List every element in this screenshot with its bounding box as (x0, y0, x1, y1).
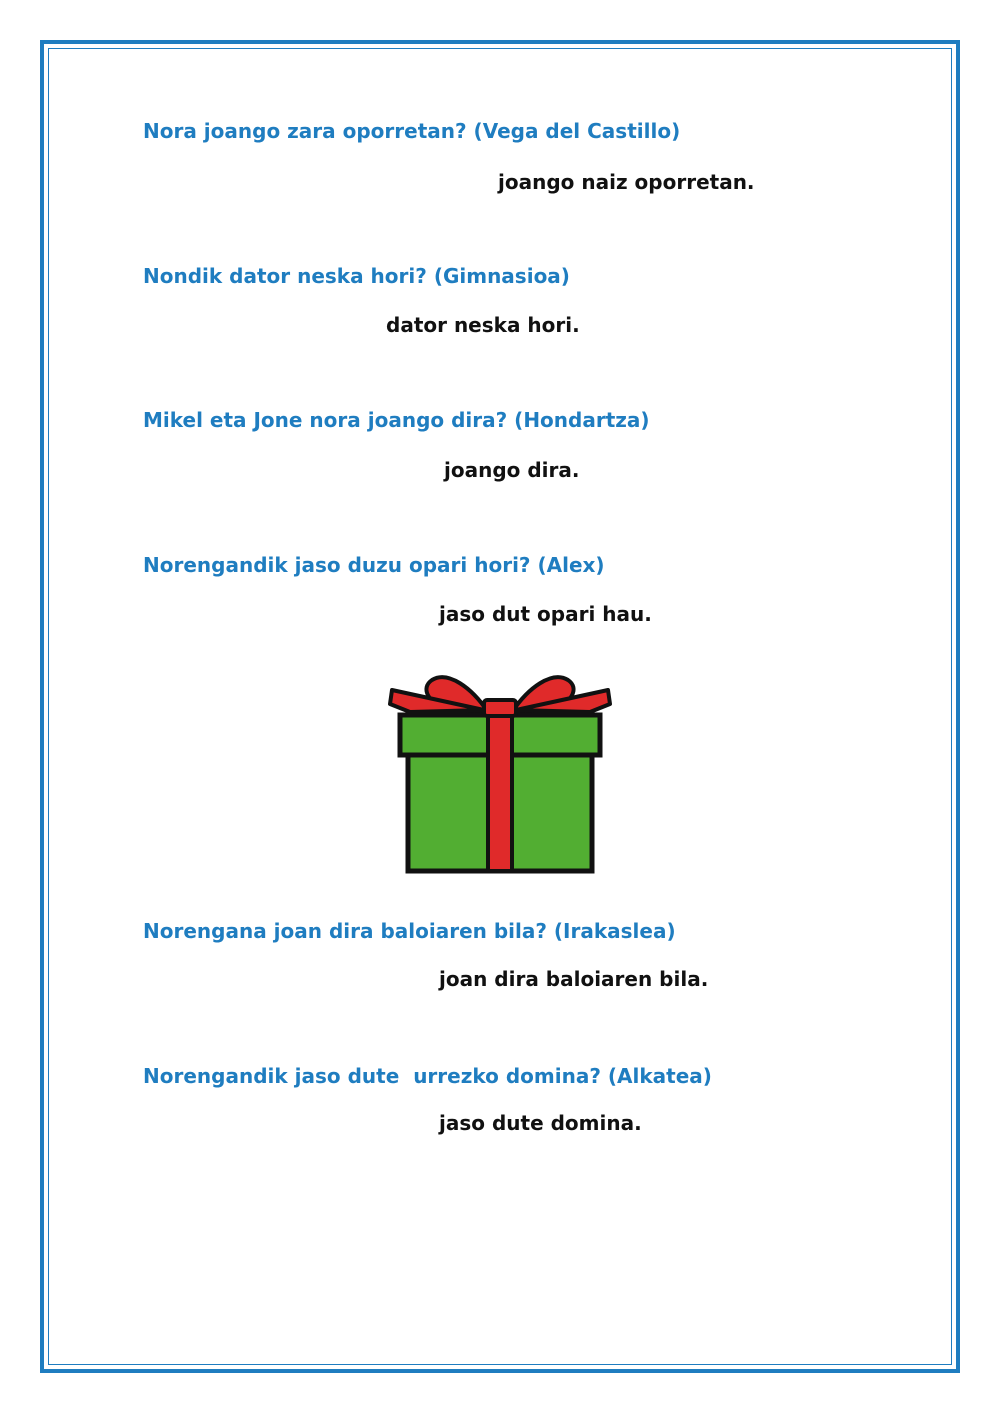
gift-icon (380, 660, 620, 885)
question-6: Norengandik jaso dute urrezko domina? (Alkatea) (143, 1064, 712, 1088)
question-4: Norengandik jaso duzu opari hori? (Alex) (143, 553, 605, 577)
question-1: Nora joango zara oporretan? (Vega del Castillo) (143, 119, 681, 143)
question-3: Mikel eta Jone nora joango dira? (Hondartza) (143, 408, 650, 432)
answer-1: joango naiz oporretan. (498, 170, 755, 194)
answer-6: jaso dute domina. (439, 1111, 642, 1135)
answer-5: joan dira baloiaren bila. (439, 967, 709, 991)
answer-4: jaso dut opari hau. (439, 602, 652, 626)
question-5: Norengana joan dira baloiaren bila? (Irakaslea) (143, 919, 676, 943)
question-2: Nondik dator neska hori? (Gimnasioa) (143, 264, 570, 288)
answer-2: dator neska hori. (386, 313, 580, 337)
answer-3: joango dira. (444, 458, 580, 482)
